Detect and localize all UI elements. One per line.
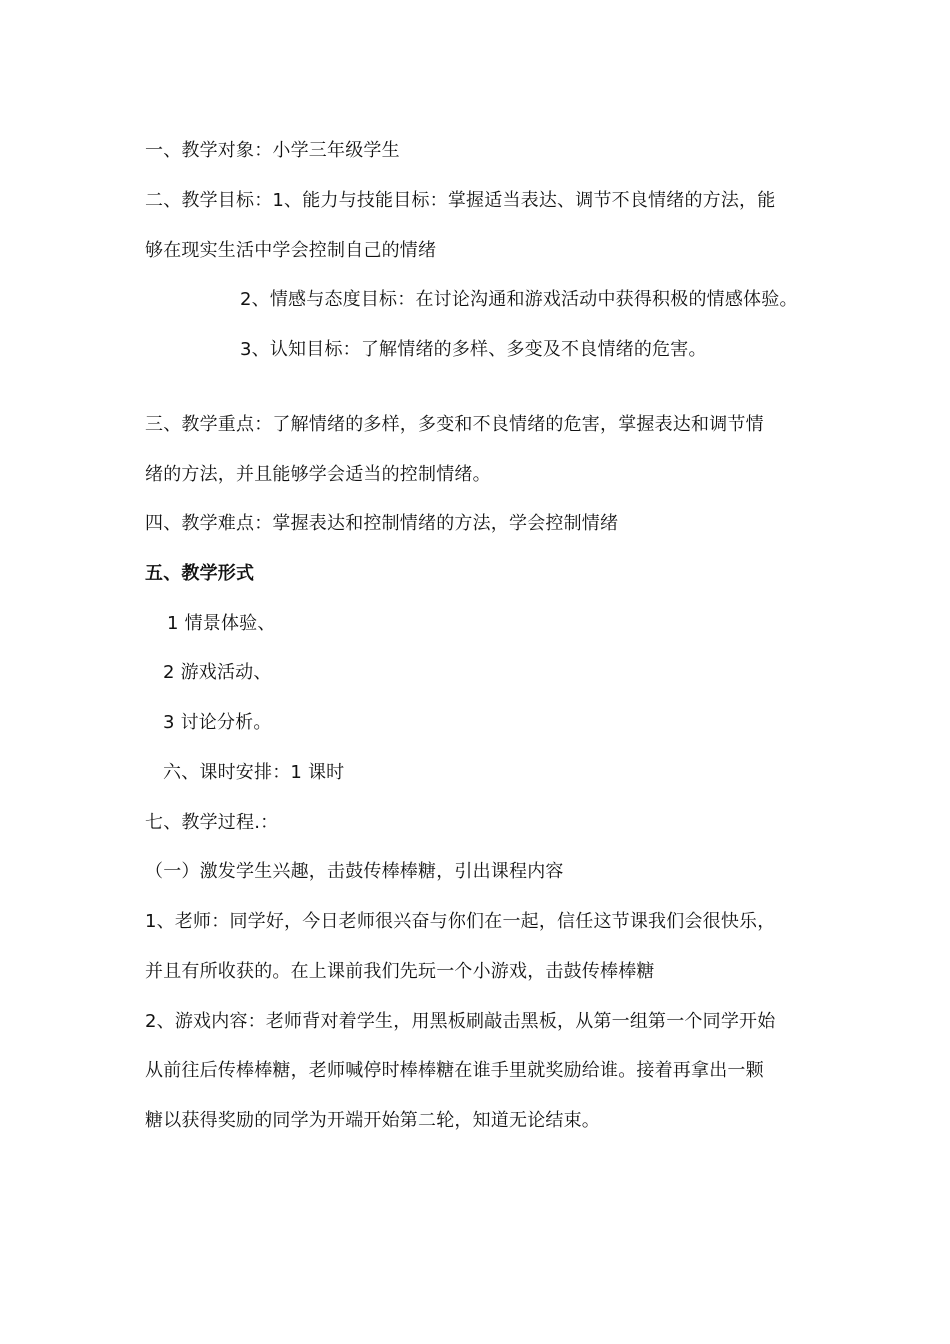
teaching-focus-line-cont: 绪的方法，并且能够学会适当的控制情绪。 bbox=[145, 464, 491, 485]
teaching-difficulty-line: 四、教学难点：掌握表达和控制情绪的方法，学会控制情绪 bbox=[145, 513, 619, 534]
game-content-line-cont: 从前往后传棒棒糖，老师喊停时棒棒糖在谁手里就奖励给谁。接着再拿出一颗 bbox=[145, 1060, 764, 1081]
game-content-line-end: 糖以获得奖励的同学为开端开始第二轮，知道无论结束。 bbox=[145, 1110, 600, 1131]
teacher-line-cont: 并且有所收获的。在上课前我们先玩一个小游戏，击鼓传棒棒糖 bbox=[145, 961, 655, 982]
emotion-goal-line: 2、情感与态度目标：在讨论沟通和游戏活动中获得积极的情感体验。 bbox=[240, 289, 798, 310]
schedule-line: 六、课时安排：1 课时 bbox=[163, 762, 345, 783]
teaching-form-heading: 五、教学形式 bbox=[145, 563, 255, 584]
cognitive-goal-line: 3、认知目标：了解情绪的多样、多变及不良情绪的危害。 bbox=[240, 339, 707, 360]
teaching-goal-line-cont: 够在现实生活中学会控制自己的情绪 bbox=[145, 240, 437, 261]
game-content-line: 2、游戏内容：老师背对着学生，用黑板刷敲击黑板，从第一组第一个同学开始 bbox=[145, 1011, 776, 1032]
form-item-3: 3 讨论分析。 bbox=[163, 712, 272, 733]
form-item-2: 2 游戏活动、 bbox=[163, 662, 272, 683]
teaching-target-line: 一、教学对象：小学三年级学生 bbox=[145, 140, 400, 161]
teacher-line: 1、老师：同学好，今日老师很兴奋与你们在一起，信任这节课我们会很快乐， bbox=[145, 911, 776, 932]
process-step-1-heading: （一）激发学生兴趣，击鼓传棒棒糖，引出课程内容 bbox=[145, 861, 564, 882]
teaching-focus-line: 三、教学重点：了解情绪的多样，多变和不良情绪的危害，掌握表达和调节情 bbox=[145, 414, 764, 435]
teaching-goal-line: 二、教学目标：1、能力与技能目标：掌握适当表达、调节不良情绪的方法，能 bbox=[145, 190, 776, 211]
form-item-1: 1 情景体验、 bbox=[167, 613, 276, 634]
process-heading: 七、教学过程.： bbox=[145, 812, 279, 833]
